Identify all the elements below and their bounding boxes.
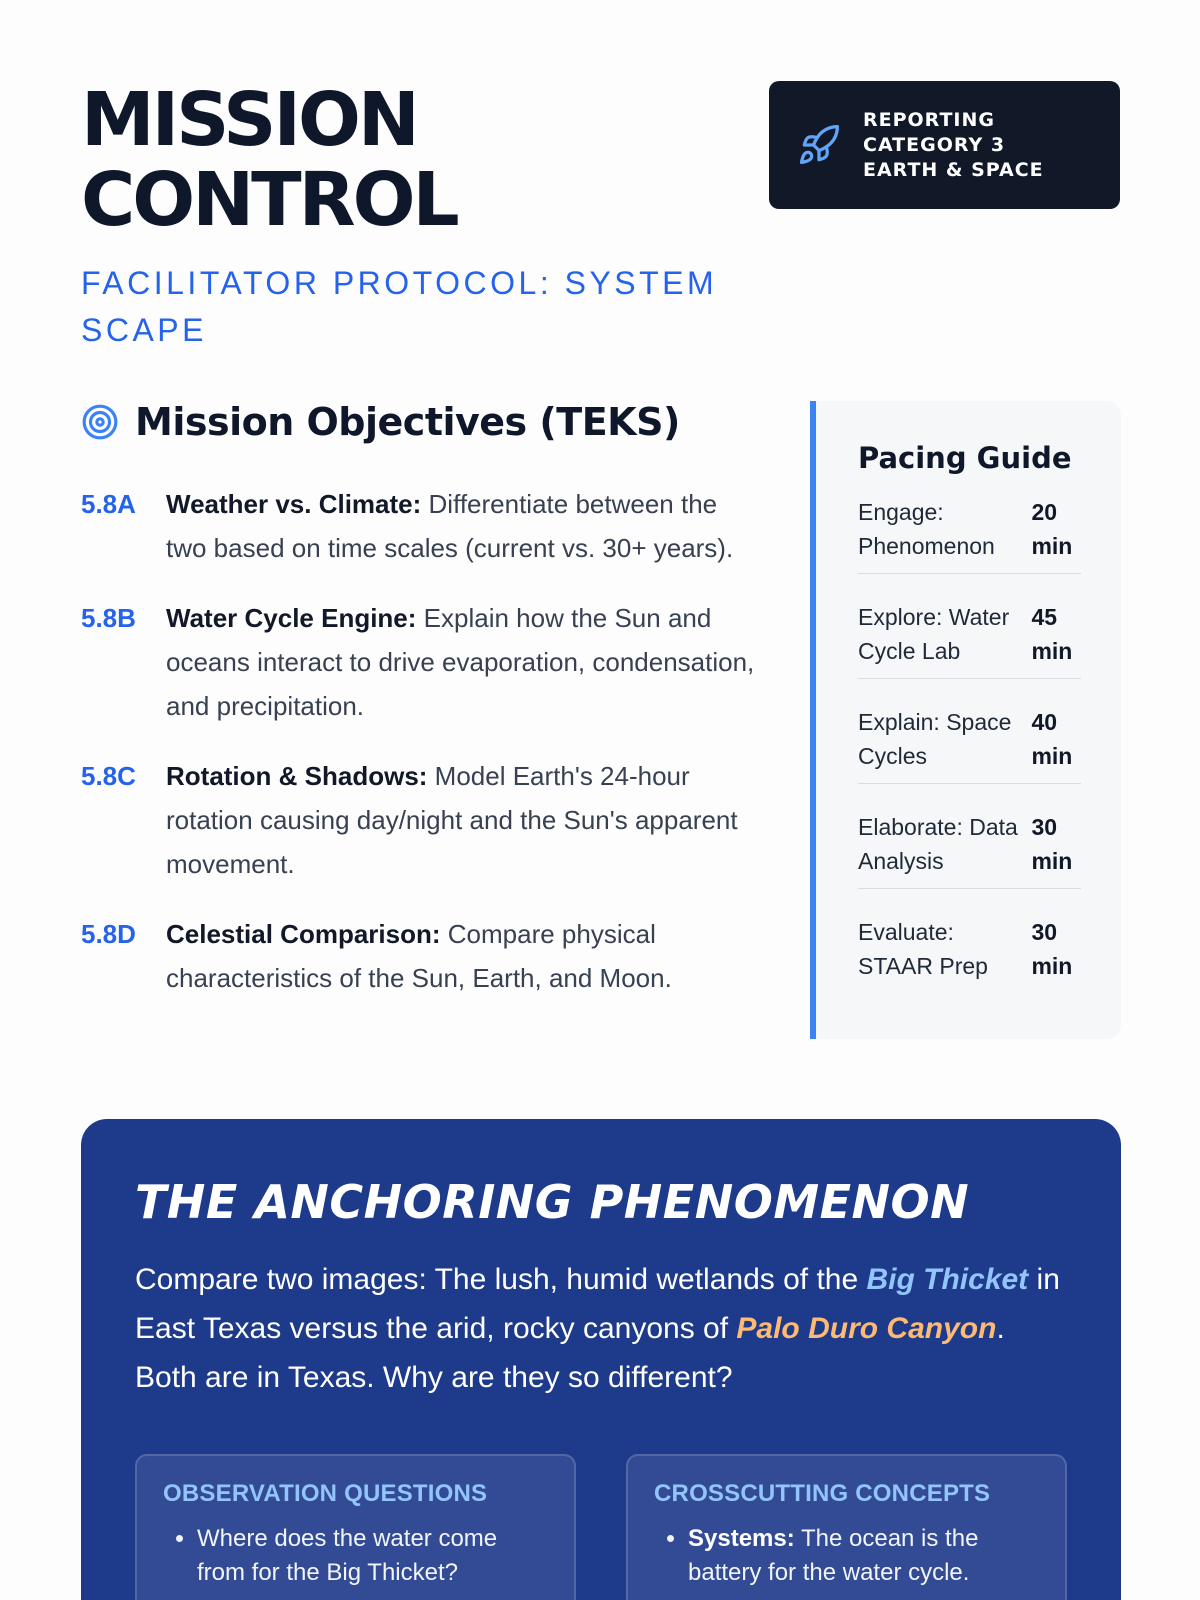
title-line-2: CONTROL: [81, 157, 457, 243]
page-header: [81, 77, 761, 354]
objective-body: [166, 912, 761, 1000]
highlight-big-thicket: Big Thicket: [866, 1263, 1029, 1296]
phenomenon-text: [135, 1255, 1067, 1402]
pacing-label: Elaborate: Data Analysis: [858, 814, 1018, 874]
phenomenon-text-part: in East Texas versus the arid, rocky canyons of: [135, 1263, 1060, 1345]
pacing-label: Explain: Space Cycles: [858, 709, 1012, 769]
pacing-time: 30 min: [1031, 814, 1073, 874]
objective-text: Compare physical characteristics of the Sun, Earth, and Moon.: [166, 919, 672, 993]
page-subtitle: FACILITATOR PROTOCOL: SYSTEM SCAPE: [81, 265, 718, 348]
objective-name: Weather vs. Climate:: [166, 489, 422, 519]
pacing-time: 20 min: [1031, 499, 1073, 559]
objective-code: 5.8D: [81, 919, 136, 949]
objective-text: Explain how the Sun and oceans interact to drive evaporation, condensation, and precipitation.: [166, 603, 755, 721]
objectives-list: [81, 482, 761, 1000]
card-title: OBSERVATION QUESTIONS: [163, 1480, 488, 1507]
objective-code: 5.8A: [81, 489, 136, 519]
objective-text: Model Earth's 24-hour rotation causing day/night and the Sun's apparent movement.: [166, 761, 738, 879]
pacing-row: [858, 911, 1081, 993]
pacing-row: [858, 596, 1081, 679]
objective-item: [81, 596, 761, 728]
phenomenon-text-part: Compare two images: The lush, humid wetlands of the: [135, 1263, 867, 1296]
badge-line-1: REPORTING: [863, 108, 995, 131]
badge-text: [863, 108, 1044, 183]
pacing-row: [858, 701, 1081, 784]
list-item: [688, 1522, 1039, 1590]
phenomenon-cards: [135, 1454, 1067, 1600]
card-list: [163, 1522, 548, 1590]
objective-name: Celestial Comparison:: [166, 919, 441, 949]
objective-item: [81, 482, 761, 570]
list-item-text: The ocean is the battery for the water cycle.: [688, 1525, 979, 1586]
objective-name: Water Cycle Engine:: [166, 603, 417, 633]
pacing-time: 30 min: [1031, 919, 1073, 979]
pacing-label: Explore: Water Cycle Lab: [858, 604, 1010, 664]
phenomenon-title: THE ANCHORING PHENOMENON: [135, 1175, 970, 1229]
target-icon: [81, 403, 119, 441]
objectives-title: Mission Objectives (TEKS): [135, 400, 680, 444]
list-item: [197, 1522, 548, 1590]
pacing-title: Pacing Guide: [858, 441, 1072, 475]
objective-code: 5.8B: [81, 603, 136, 633]
badge-line-2: CATEGORY 3: [863, 133, 1006, 156]
crosscutting-concepts-card: [626, 1454, 1067, 1600]
rocket-icon: [797, 123, 841, 167]
card-title: CROSSCUTTING CONCEPTS: [654, 1480, 991, 1507]
objectives-section: [81, 400, 761, 1000]
category-badge: [769, 81, 1120, 209]
objective-item: [81, 912, 761, 1000]
anchoring-phenomenon-panel: [81, 1119, 1121, 1600]
pacing-time: 45 min: [1031, 604, 1073, 664]
pacing-guide: [810, 401, 1121, 1039]
list-item-bold: Systems:: [688, 1525, 795, 1552]
phenomenon-text-part: . Both are in Texas. Why are they so different?: [135, 1312, 1005, 1394]
badge-line-3: EARTH & SPACE: [863, 158, 1044, 181]
page-title: [81, 77, 761, 243]
objective-body: [166, 482, 761, 570]
objectives-heading: [81, 400, 761, 444]
objective-body: [166, 596, 761, 728]
pacing-row: [858, 806, 1081, 889]
objective-body: [166, 754, 761, 886]
title-line-1: MISSION: [81, 77, 417, 163]
pacing-label: Engage: Phenomenon: [858, 499, 995, 559]
objective-text: Differentiate between the two based on time scales (current vs. 30+ years).: [166, 489, 734, 563]
card-list: [654, 1522, 1039, 1590]
pacing-row: [858, 491, 1081, 574]
objective-name: Rotation & Shadows:: [166, 761, 428, 791]
highlight-palo-duro-canyon: Palo Duro Canyon: [736, 1312, 997, 1345]
objective-code: 5.8C: [81, 761, 136, 791]
objective-item: [81, 754, 761, 886]
list-item-text: Where does the water come from for the Big Thicket?: [197, 1525, 498, 1586]
observation-questions-card: [135, 1454, 576, 1600]
pacing-label: Evaluate: STAAR Prep: [858, 919, 988, 979]
pacing-time: 40 min: [1031, 709, 1073, 769]
